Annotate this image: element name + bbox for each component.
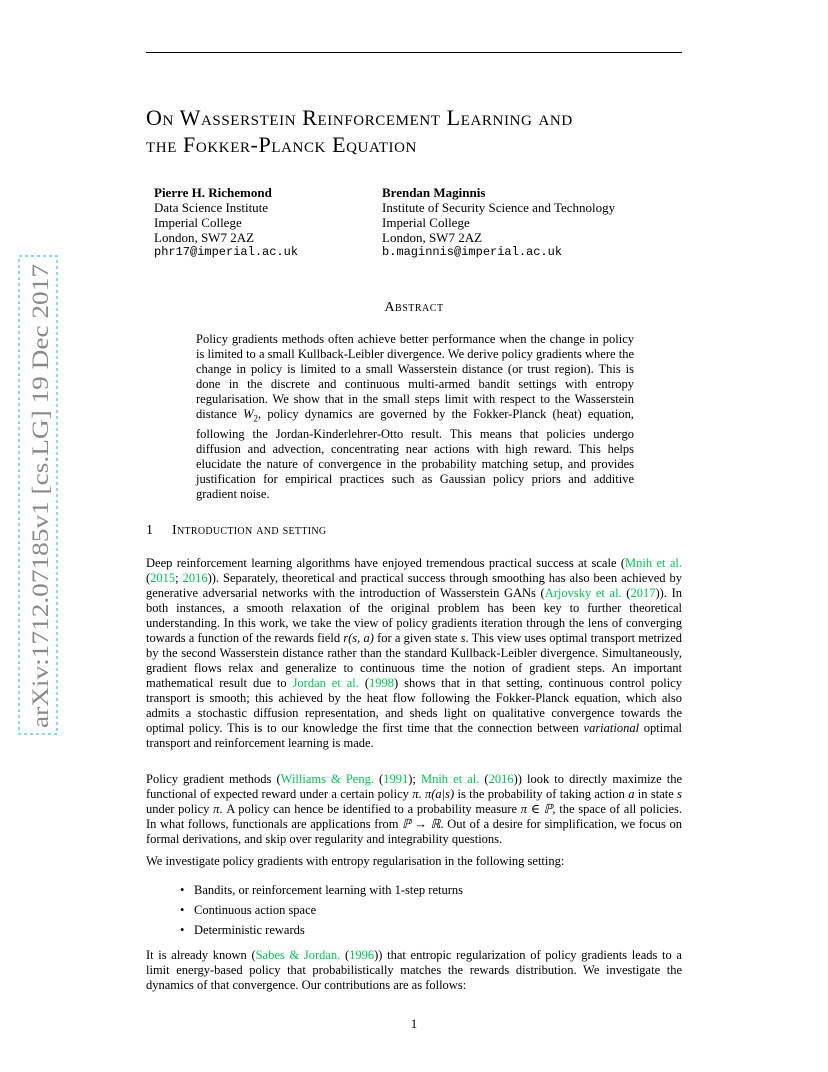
author-email[interactable]: phr17@imperial.ac.uk [154,245,299,259]
abstract-text [196,332,634,502]
author-address: London, SW7 2AZ [154,230,255,245]
author-institution: Imperial College [382,215,470,230]
list-item: • Deterministic rewards [180,920,463,940]
math-expression: π ∈ ℙ [520,802,553,816]
paper-title [146,104,706,158]
citation-year-link[interactable]: 2015 [150,571,176,585]
page-number: 1 [410,1016,418,1031]
title-line-2: the Fokker-Planck Equation [146,132,417,157]
setting-list [180,880,463,940]
citation-link[interactable]: Williams & Peng. [280,772,374,786]
math-expression: a [628,787,635,801]
math-expression: π(a|s) [424,787,455,801]
list-item: • Continuous action space [180,900,463,920]
abstract-heading: Abstract [384,300,444,315]
author-name: Pierre H. Richemond [154,185,272,200]
citation-link[interactable]: Sabes & Jordan. [255,948,341,962]
paragraph-setting: We investigate policy gradients with entropy regularisation in the following setting: [146,854,565,868]
emphasis: variational [583,721,640,735]
section-title: Introduction and setting [172,523,327,538]
citation-year-link[interactable]: 2016 [182,571,208,585]
math-expression: π [213,802,220,816]
citation-link[interactable]: Arjovsky et al. [544,586,622,600]
math-expression: s [460,631,466,645]
title-line-1: On Wasserstein Reinforcement Learning and [146,105,573,130]
citation-link[interactable]: Mnih et al. [625,556,682,570]
math-expression: r(s, a) [343,631,374,645]
author-name: Brendan Maginnis [382,185,486,200]
author-block-2 [382,185,615,260]
section-heading [146,523,326,539]
author-email[interactable]: b.maginnis@imperial.ac.uk [382,245,563,259]
math-expression: s [677,787,682,801]
citation-link[interactable]: Mnih et al. [420,772,480,786]
arxiv-stamp[interactable] [18,255,58,735]
math-w2: $W_2$ [243,407,259,424]
abstract-part-1: Policy gradients methods often achieve better performance when the change in policy is limited to a small Kullback-Leibler divergence. We derive policy gradients where the change in policy is limited to a small Wasserstein distance (or trust region). This is done in the discrete and continuous multi-armed bandit settings with entropy regularisation. We show that in the small steps limit with respect to the Wasserstein distance [196,332,634,421]
citation-link[interactable]: Jordan et al. [292,676,359,690]
section-number: 1 [146,523,154,538]
author-address: London, SW7 2AZ [382,230,483,245]
list-item: • Bandits, or reinforcement learning with 1-step returns [180,880,463,900]
author-affiliation: Data Science Institute [154,200,269,215]
paragraph-policy-gradients: Policy gradient methods (Williams & Peng. (1991); Mnih et al. (2016)) look to directly maximize the functional of expected reward under a certain policy π. π(a|s) is the probability of taking action a in state s under policy π. A policy can hence be identified to a probability measure π ∈ ℙ, the space of all policies. In what follows, functionals are applications from ℙ → ℝ. Out of a desire for simplification, we focus on formal derivations, and skip over regularity and integrability questions. [146,772,682,846]
author-block-1 [154,185,298,260]
author-institution: Imperial College [154,215,242,230]
math-expression: ℙ → ℝ [402,817,441,831]
citation-year-link[interactable]: 2016 [488,772,514,786]
citation-year-link[interactable]: 1996 [349,948,375,962]
arxiv-identifier: arXiv:1712.07185v1 [cs.LG] 19 Dec 2017 [28,337,53,728]
citation-year-link[interactable]: 1991 [383,772,409,786]
paragraph-intro: Deep reinforcement learning algorithms have enjoyed tremendous practical success at scale (Mnih et al. (2015; 2016)). Separately, theoretical and practical success through smoothing has also been achieved by generative adversarial networks with the introduction of Wasserstein GANs (Arjovsky et al. (2017)). In both instances, a smooth relaxation of the original problem has been key to further theoretical understanding. In this work, we take the view of policy gradients iteration through the lens of converging towards a function of the rewards field r(s, a) for a given state s. This view uses optimal transport metrized by the second Wasserstein distance rather than the standard Kullback-Leibler divergence. Simultaneously, gradient flows relax and generalize to continuous time the notion of gradient steps. An important mathematical result due to Jordan et al. (1998) shows that in that setting, continuous control policy transport is smooth; this achieved by the heat flow following the Fokker-Planck equation, which also admits a stochastic diffusion representation, and sheds light on qualitative convergence towards the optimal policy. This is to our knowledge the first time that the connection between variational optimal transport and reinforcement learning is made. [146,556,682,750]
citation-year-link[interactable]: 1998 [369,676,394,690]
abstract-part-2: , policy dynamics are governed by the Fokker-Planck (heat) equation, following the Jordan-Kinderlehrer-Otto result. This means that policies undergo diffusion and advection, concentrating near actions with high reward. This helps elucidate the nature of convergence in the probability matching setup, and provides justification for empirical practices such as Gaussian policy priors and additive gradient noise. [196,407,634,501]
paragraph-contributions: It is already known (Sabes & Jordan. (1996)) that entropic regularization of policy gradients leads to a limit energy-based policy that probabilistically matches the rewards distribution. We investigate the dynamics of that convergence. Our contributions are as follows: [146,948,682,992]
author-affiliation: Institute of Security Science and Technology [382,200,616,215]
citation-year-link[interactable]: 2017 [630,586,656,600]
top-rule [146,52,682,53]
math-expression: π [412,787,419,801]
